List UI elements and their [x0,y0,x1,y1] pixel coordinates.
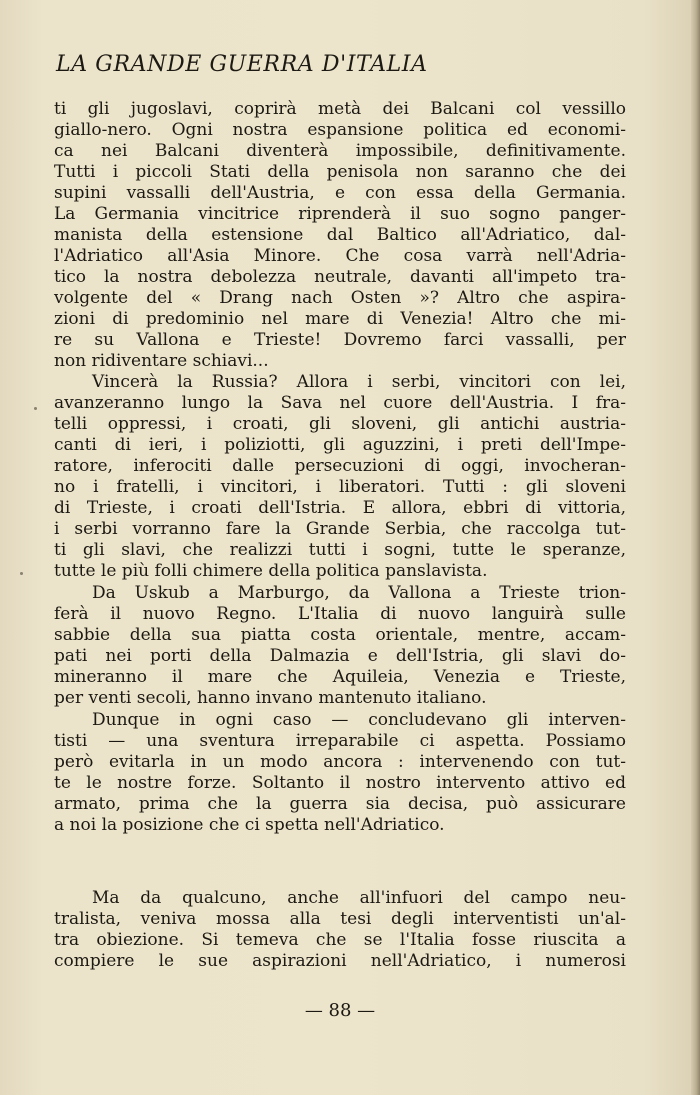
text-line: La Germania vincitrice riprenderà il suo sogno panger- [54,204,626,224]
text-line: tisti — una sventura irreparabile ci aspetta. Possiamo [54,731,626,751]
text-line: ferà il nuovo Regno. L'Italia di nuovo languirà sulle [54,604,626,624]
text-line: ti gli slavi, che realizzi tutti i sogni, tutte le speranze, [54,540,626,560]
text-line: tralista, veniva mossa alla tesi degli interventisti un'al- [54,909,626,929]
text-line: a noi la posizione che ci spetta nell'Adriatico. [54,815,445,835]
page-number: — 88 — [304,1000,376,1021]
text-line: giallo-nero. Ogni nostra espansione politica ed economi- [54,120,626,140]
text-line: ti gli jugoslavi, coprirà metà dei Balcani col vessillo [54,99,626,119]
running-head: LA GRANDE GUERRA D'ITALIA [56,52,428,77]
text-line: sabbie della sua piatta costa orientale, mentre, accam- [54,625,626,645]
text-line: ratore, inferociti dalle persecuzioni di oggi, invocheran- [54,456,626,476]
text-line: per venti secoli, hanno invano mantenuto italiano. [54,688,487,708]
text-line: tra obiezione. Si temeva che se l'Italia fosse riuscita a [54,930,626,950]
text-line: no i fratelli, i vincitori, i liberatori. Tutti : gli sloveni [54,477,626,497]
text-line: di Trieste, i croati dell'Istria. E allora, ebbri di vittoria, [54,498,626,518]
text-line: tico la nostra debolezza neutrale, davanti all'impeto tra- [54,267,626,287]
text-line: però evitarla in un modo ancora : intervenendo con tut- [54,752,626,772]
text-line: pati nei porti della Dalmazia e dell'Istria, gli slavi do- [54,646,626,666]
text-line: l'Adriatico all'Asia Minore. Che cosa varrà nell'Adria- [54,246,626,266]
text-line: supini vassalli dell'Austria, e con essa della Germania. [54,183,626,203]
text-line: Ma da qualcuno, anche all'infuori del campo neu- [92,888,626,908]
text-line: i serbi vorranno fare la Grande Serbia, che raccolga tut- [54,519,626,539]
text-line: armato, prima che la guerra sia decisa, può assicurare [54,794,626,814]
paper-speck [34,407,37,410]
text-line: Tutti i piccoli Stati della penisola non saranno che dei [54,162,626,182]
text-line: mineranno il mare che Aquileia, Venezia e Trieste, [54,667,626,687]
text-line: Dunque in ogni caso — concludevano gli interven- [92,710,626,730]
text-line: canti di ieri, i poliziotti, gli aguzzini, i preti dell'Impe- [54,435,626,455]
text-line: Vincerà la Russia? Allora i serbi, vincitori con lei, [92,372,626,392]
text-line: te le nostre forze. Soltanto il nostro intervento attivo ed [54,773,626,793]
page-edge-shadow [691,0,700,1095]
text-line: volgente del « Drang nach Osten »? Altro che aspira- [54,288,626,308]
text-line: Da Uskub a Marburgo, da Vallona a Trieste trion- [92,583,626,603]
text-line: ca nei Balcani diventerà impossibile, definitivamente. [54,141,626,161]
text-line: tutte le più folli chimere della politica panslavista. [54,561,488,581]
text-line: telli oppressi, i croati, gli sloveni, gli antichi austria- [54,414,626,434]
text-line: zioni di predominio nel mare di Venezia! Altro che mi- [54,309,626,329]
text-line: avanzeranno lungo la Sava nel cuore dell'Austria. I fra- [54,393,626,413]
text-line: manista della estensione dal Baltico all'Adriatico, dal- [54,225,626,245]
text-line: non ridiventare schiavi... [54,351,269,371]
text-line: re su Vallona e Trieste! Dovremo farci vassalli, per [54,330,626,350]
paper-speck [20,572,23,575]
text-line: compiere le sue aspirazioni nell'Adriatico, i numerosi [54,951,626,971]
